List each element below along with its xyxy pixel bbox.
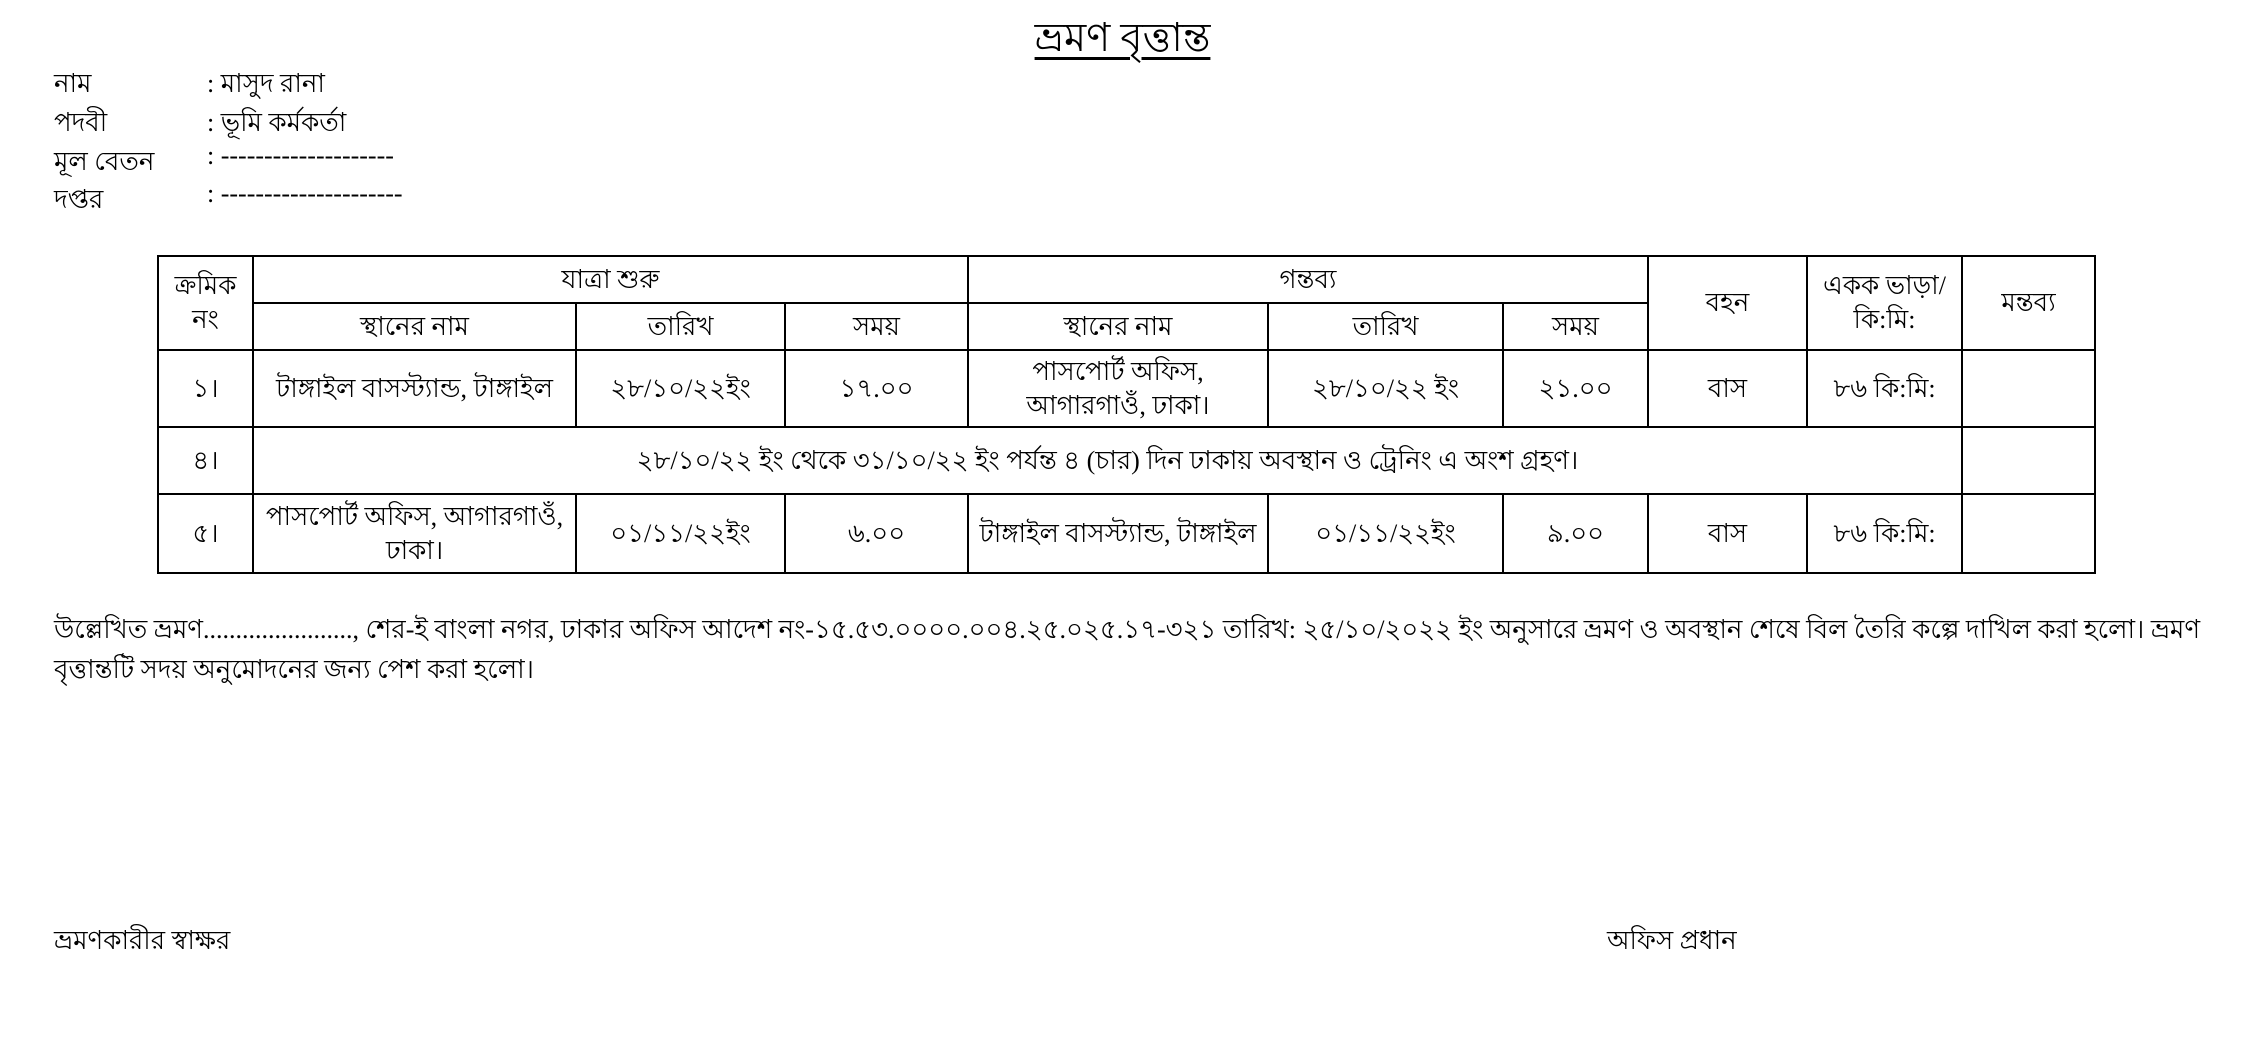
office-head-label: অফিস প্রধান (1607, 926, 1737, 955)
header-from-time: সময় (785, 303, 968, 350)
info-label: দপ্তর (54, 185, 104, 214)
cell-to-time: ২১.০০ (1503, 350, 1648, 427)
header-serial: ক্রমিক নং (158, 256, 253, 350)
header-row (158, 256, 2095, 303)
travel-table (157, 255, 2096, 574)
traveler-signature-label: ভ্রমণকারীর স্বাক্ষর (54, 926, 231, 955)
cell-remarks (1962, 427, 2095, 494)
cell-from-date: ২৮/১০/২২ইং (576, 350, 785, 427)
info-value: : --------------------- (207, 179, 403, 208)
cell-serial: ৪। (158, 427, 253, 494)
info-value: : ভূমি কর্মকর্তা (207, 108, 347, 137)
header-to-place: স্থানের নাম (968, 303, 1268, 350)
cell-from-time: ১৭.০০ (785, 350, 968, 427)
cell-serial: ৫। (158, 494, 253, 573)
header-start: যাত্রা শুরু (253, 256, 968, 303)
cell-to-place: পাসপোর্ট অফিস, আগারগাওঁ, ঢাকা। (968, 350, 1268, 427)
cell-remarks (1962, 350, 2095, 427)
cell-serial: ১। (158, 350, 253, 427)
info-value: : -------------------- (207, 141, 394, 170)
info-label: নাম (54, 69, 92, 98)
cell-fare: ৮৬ কি:মি: (1807, 350, 1962, 427)
header-from-date: তারিখ (576, 303, 785, 350)
info-label: মূল বেতন (54, 147, 155, 176)
cell-vehicle: বাস (1648, 350, 1807, 427)
cell-note: ২৮/১০/২২ ইং থেকে ৩১/১০/২২ ইং পর্যন্ত ৪ (চার) দিন ঢাকায় অবস্থান ও ট্রেনিং এ অংশ গ্রহণ। (253, 427, 1962, 494)
table-row (158, 427, 2095, 494)
header-to-time: সময় (1503, 303, 1648, 350)
header-destination: গন্তব্য (968, 256, 1648, 303)
table-row (158, 494, 2095, 573)
info-value: : মাসুদ রানা (207, 69, 325, 98)
table-row (158, 350, 2095, 427)
header-vehicle: বহন (1648, 256, 1807, 350)
info-label: পদবী (54, 108, 108, 137)
cell-remarks (1962, 494, 2095, 573)
cell-from-date: ০১/১১/২২ইং (576, 494, 785, 573)
cell-to-place: টাঙ্গাইল বাসস্ট্যান্ড, টাঙ্গাইল (968, 494, 1268, 573)
cell-from-place: পাসপোর্ট অফিস, আগারগাওঁ, ঢাকা। (253, 494, 576, 573)
header-fare: একক ভাড়া/কি:মি: (1807, 256, 1962, 350)
body-paragraph: উল্লেখিত ভ্রমণ......................., শের-ই বাংলা নগর, ঢাকার অফিস আদেশ নং-১৫.৫৩.০০০০.০০৪.২৫.০২৫.১৭-৩২১ তারিখ: ২৫/১০/২০২২ ইং অনুসারে ভ্রমণ ও অবস্থান শেষে বিল তৈরি কল্পে দাখিল করা হলো। ভ্রমণ বৃত্তান্তটি সদয় অনুমোদনের জন্য পেশ করা হলো। (54, 615, 2201, 684)
cell-vehicle: বাস (1648, 494, 1807, 573)
header-to-date: তারিখ (1268, 303, 1503, 350)
header-remarks: মন্তব্য (1962, 256, 2095, 350)
cell-to-date: ২৮/১০/২২ ইং (1268, 350, 1503, 427)
cell-from-time: ৬.০০ (785, 494, 968, 573)
cell-to-time: ৯.০০ (1503, 494, 1648, 573)
cell-to-date: ০১/১১/২২ইং (1268, 494, 1503, 573)
cell-from-place: টাঙ্গাইল বাসস্ট্যান্ড, টাঙ্গাইল (253, 350, 576, 427)
cell-fare: ৮৬ কি:মি: (1807, 494, 1962, 573)
header-from-place: স্থানের নাম (253, 303, 576, 350)
page-title: ভ্রমণ বৃত্তান্ত (1034, 15, 1211, 60)
